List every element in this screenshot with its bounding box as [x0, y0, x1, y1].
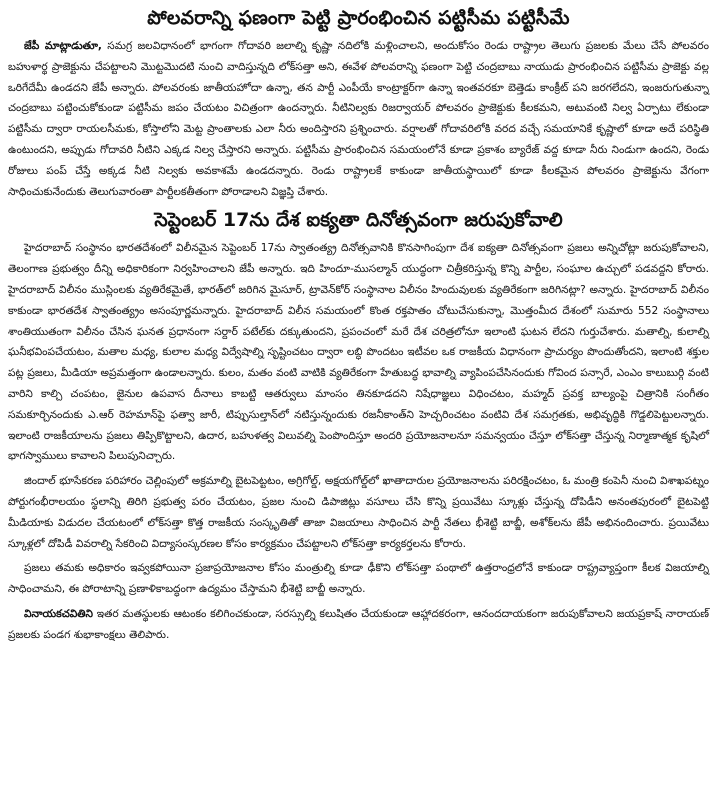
- paragraph-text: హైదరాబాద్ సంస్థానం భారతదేశంలో విలీనమైన సెప్టెంబర్ 17ను స్వాతంత్య్ర దినోత్సవానికి కొనసాగింపుగా దేశ ఐక్యతా దినోత్సవంగా ప్రజలు అన్నిచోట్లా జరుపుకోవాలని, తెలంగాణ ప్రభుత్వం దీన్ని అధికారికంగా నిర్వహించాలని జేపీ అన్నారు. ఇది హిందూ-ముసల్మాన్ యుద్ధంగా చిత్రీకరిస్తున్న కొన్ని పార్టీల, సంఘాల ఉచ్చులో పడవద్దని కోరారు. హైదరాబాద్ విలీనం ముస్లింలకు వ్యతిరేకమైతే, భారత్‌లో జరిగిన మైసూర్, ట్రావెన్‌కోర్ సంస్థానాల విలీనం హిందువులకు వ్యతిరేకంగా జరిగినట్లా? అన్నారు. హైదరాబాద్ విలీనం కాకుండా భారతదేశ స్వాతంత్య్రం అసంపూర్ణమన్నారు. హైదరాబాద్ విలీన సమయంలో కొంత రక్తపాతం చోటుచేసుకున్నా, మొత్తంమీద దేశంలో సుమారు 552 సంస్థానాలు శాంతియుతంగా విలీనం చేసిన ఘనత ప్రధానంగా సర్దార్ పటేల్‌కు దక్కుతుందని, ప్రపంచంలో మరే దేశ చరిత్రలోనూ ఇలాంటి ఘటన లేదని గుర్తుచేశారు. మతాల్ని, కులాల్ని ఘనీభవింపచేయటం, మతాల మధ్య, కులాల మధ్య విద్వేషాల్ని సృష్టించటం ద్వారా లబ్ధి పొందటం ఇటీవల ఒక రాజకీయ విధానంగా ప్రాచుర్యం పొందుతోందని, ఇలాంటి శక్తుల పట్ల ప్రజలు, మీడియా అప్రమత్తంగా ఉండాలన్నారు. కులం, మతం వంటి వాటికి వ్యతిరేకంగా హేతుబద్ధ భావాల్ని వ్యాపింపచేసినందుకు గోవింద పన్సారే, ఎంఎం కాలుబుర్గి వంటి వారిని కాల్చి చంపటం, జైనుల ఉపవాస దీనాలు కాబట్టి ఆతర్వులు మాంసం తినకూడదని నిషేధాజ్ఞలు విధించటం, మహ్మద్ ప్రవక్త బాల్యంపై చిత్రానికి సంగీతం సమకూర్చినందుకు ఎ.ఆర్ రెహమాన్‌పై ఫత్వా జారీ, టిప్పుసుల్తాన్‌లో నటిస్తున్నందుకు రజనీకాంత్‌ని హెచ్చరించటం వంటివి దేశ సమగ్రతకు, అభివృద్ధికి గొడ్డలిపెట్టులన్నారు. ఇలాంటి రాజకీయాలను ప్రజలు తిప్పికొట్టాలని, ఉదార, బహుళత్వ విలువల్ని పెంపొందిస్తూ అందరి ప్రయోజనాలనూ సమన్వయం చేస్తూ లోక్‌సత్తా చేస్తున్న నిర్మాణాత్మక కృషిలో భాగస్వాములు కావాలని పిలుపునిచ్చారు.: [8, 242, 709, 463]
- paragraph-lead: జేపీ మాట్లాడుతూ,: [24, 40, 102, 52]
- paragraph-lead: వినాయకచవితిని: [24, 607, 93, 620]
- article-paragraph: [8, 471, 709, 554]
- article-paragraph: [8, 604, 709, 646]
- article-paragraph: [8, 558, 709, 600]
- paragraph-text: సమగ్ర జలవిధానంలో భాగంగా గోదావరి జలాల్ని కృష్ణా నదిలోకి మళ్లించాలని, అందుకోసం రెండు రాష్ట్రాల తెలుగు ప్రజలకు మేలు చేసే పోలవరం బహుళార్థ ప్రాజెక్టును చేపట్టాలని మొట్టమొదటి నుంచి వాదిస్తున్నది లోక్‌సత్తా అని, ఈవేళ పోలవరాన్ని ఫణంగా పెట్టి చంద్రబాబు నాయుడు ప్రారంభించిన పట్టిసీమ ప్రాజెక్టు వల్ల ఒరిగేదేమీ ఉండదని జేపీ అన్నారు. పోలవరంకు జాతీయహోదా ఉన్నా, తన పార్టీ ఎంపీయే కాంట్రాక్టర్‌గా ఉన్నా ఇంతవరకూ బెత్తెడు కాంక్రీట్ పని జరగలేదని, ఇంజరుగుతున్నా చంద్రబాబు పట్టించుకోకుండా పట్టిసీమ జపం చేయటం విచిత్రంగా ఉందన్నారు. నీటినిల్వకు రిజర్వాయర్ పోలవరం ప్రాజెక్టుకు కీలకమని, అటువంటి నిల్వ ఏర్పాటు లేకుండా పట్టిసీమ ద్వారా రాయలసీమకు, కోస్తాలోని మెట్ట ప్రాంతాలకు ఎలా నీరు అందిస్తారని ప్రశ్నించారు. వర్షాలతో గోదావరిలోకి వరద వచ్చే సమయానికే కృష్ణాలో కూడా అదే పరిస్థితి ఉంటుందని, అప్పుడు గోదావరి నీటిని ఎక్కడ నిల్వ చేస్తారని అన్నారు. పట్టిసీమ ప్రారంభించిన సమయంలోనే కూడా ప్రకాశం బ్యారేజ్ వద్ద కూడా నీరు నిండుగా ఉందని, రెండు రోజులు పంప్ చేస్తే అక్కడ నీటి నిల్వకు అవకాశమే ఉండదన్నారు. రెండు రాష్ట్రాలకే కాకుండా జాతీయస్థాయిలో కూడా కీలకమైన పోలవరం ప్రాజెక్టును వేగంగా సాధించుకునేందుకు తెలుగువారంతా పార్టీలకతీతంగా పోరాడాలని విజ్ఞప్తి చేశారు.: [8, 40, 709, 198]
- paragraph-text: జిందాల్ భూసేకరణ పరిహారం చెల్లింపులో అక్రమాల్ని బైటపెట్టటం, అగ్రిగోల్డ్, అక్షయగోల్డ్‌లో ఖాతాదారుల ప్రయోజనాలను పరిరక్షించటం, ఓ మంత్రి కంపెనీ నుంచి విశాఖపట్నం పోర్టుగంభీరాలయం స్థలాన్ని తిరిగి ప్రభుత్వ పరం చేయటం, ప్రజల నుంచి డిపాజిట్లు వసూలు చేసి కొన్ని ప్రయివేటు స్కూళ్లు చేస్తున్న దోపిడీని అనంతపురంలో బైటపెట్టి మీడియాకు విడుదల చేయటంలో లోక్‌సత్తా కొత్త రాజకీయ సంస్కృతితో తాజా విజయాలు సాధించిన పార్టీ నేతలు భీశెట్టి బాబ్జీ, అశోక్‌లను జేపీ అభినందించారు. ప్రయివేటు స్కూళ్లలో దోపిడీ వివరాల్ని సేకరించి విద్యాసంస్కరణల కోసం కార్యక్రమం చేపట్టాలని లోక్‌సత్తా కార్యకర్తలను కోరారు.: [8, 475, 709, 550]
- article-headline: సెప్టెంబర్ 17ను దేశ ఐక్యతా దినోత్సవంగా జరుపుకోవాలి: [154, 209, 563, 232]
- article-september-17: [8, 208, 709, 645]
- paragraph-text: ప్రజలు తమకు అధికారం ఇవ్వకపోయినా ప్రజాప్రయోజనాల కోసం మంత్రుల్ని కూడా ఢీకొని లోక్‌సత్తా పంథాలో ఉత్తరాంధ్రలోనే కాకుండా రాష్ట్రవ్యాప్తంగా కీలక విజయాల్ని సాధించామని, ఈ పోరాటాన్ని ప్రణాళికాబద్ధంగా ఉద్యమం చేస్తామని భీశెట్టి బాబ్జీ అన్నారు.: [8, 562, 709, 596]
- article-paragraph: [8, 238, 709, 467]
- paragraph-text: ఇతర మతస్థులకు ఆటంకం కలిగించకుండా, సరస్సుల్ని కలుషితం చేయకుండా ఆహ్లాదకరంగా, ఆనందదాయకంగా జరుపుకోవాలని జయప్రకాష్ నారాయణ్ ప్రజలకు పండగ శుభాకాంక్షలు తెలిపారు.: [8, 607, 709, 641]
- article-polavaram: [8, 6, 709, 202]
- article-headline: పోలవరాన్ని ఫణంగా పెట్టి ప్రారంభించిన పట్టిసీమ పట్టిసీమే: [147, 7, 570, 29]
- article-paragraph: [8, 36, 709, 202]
